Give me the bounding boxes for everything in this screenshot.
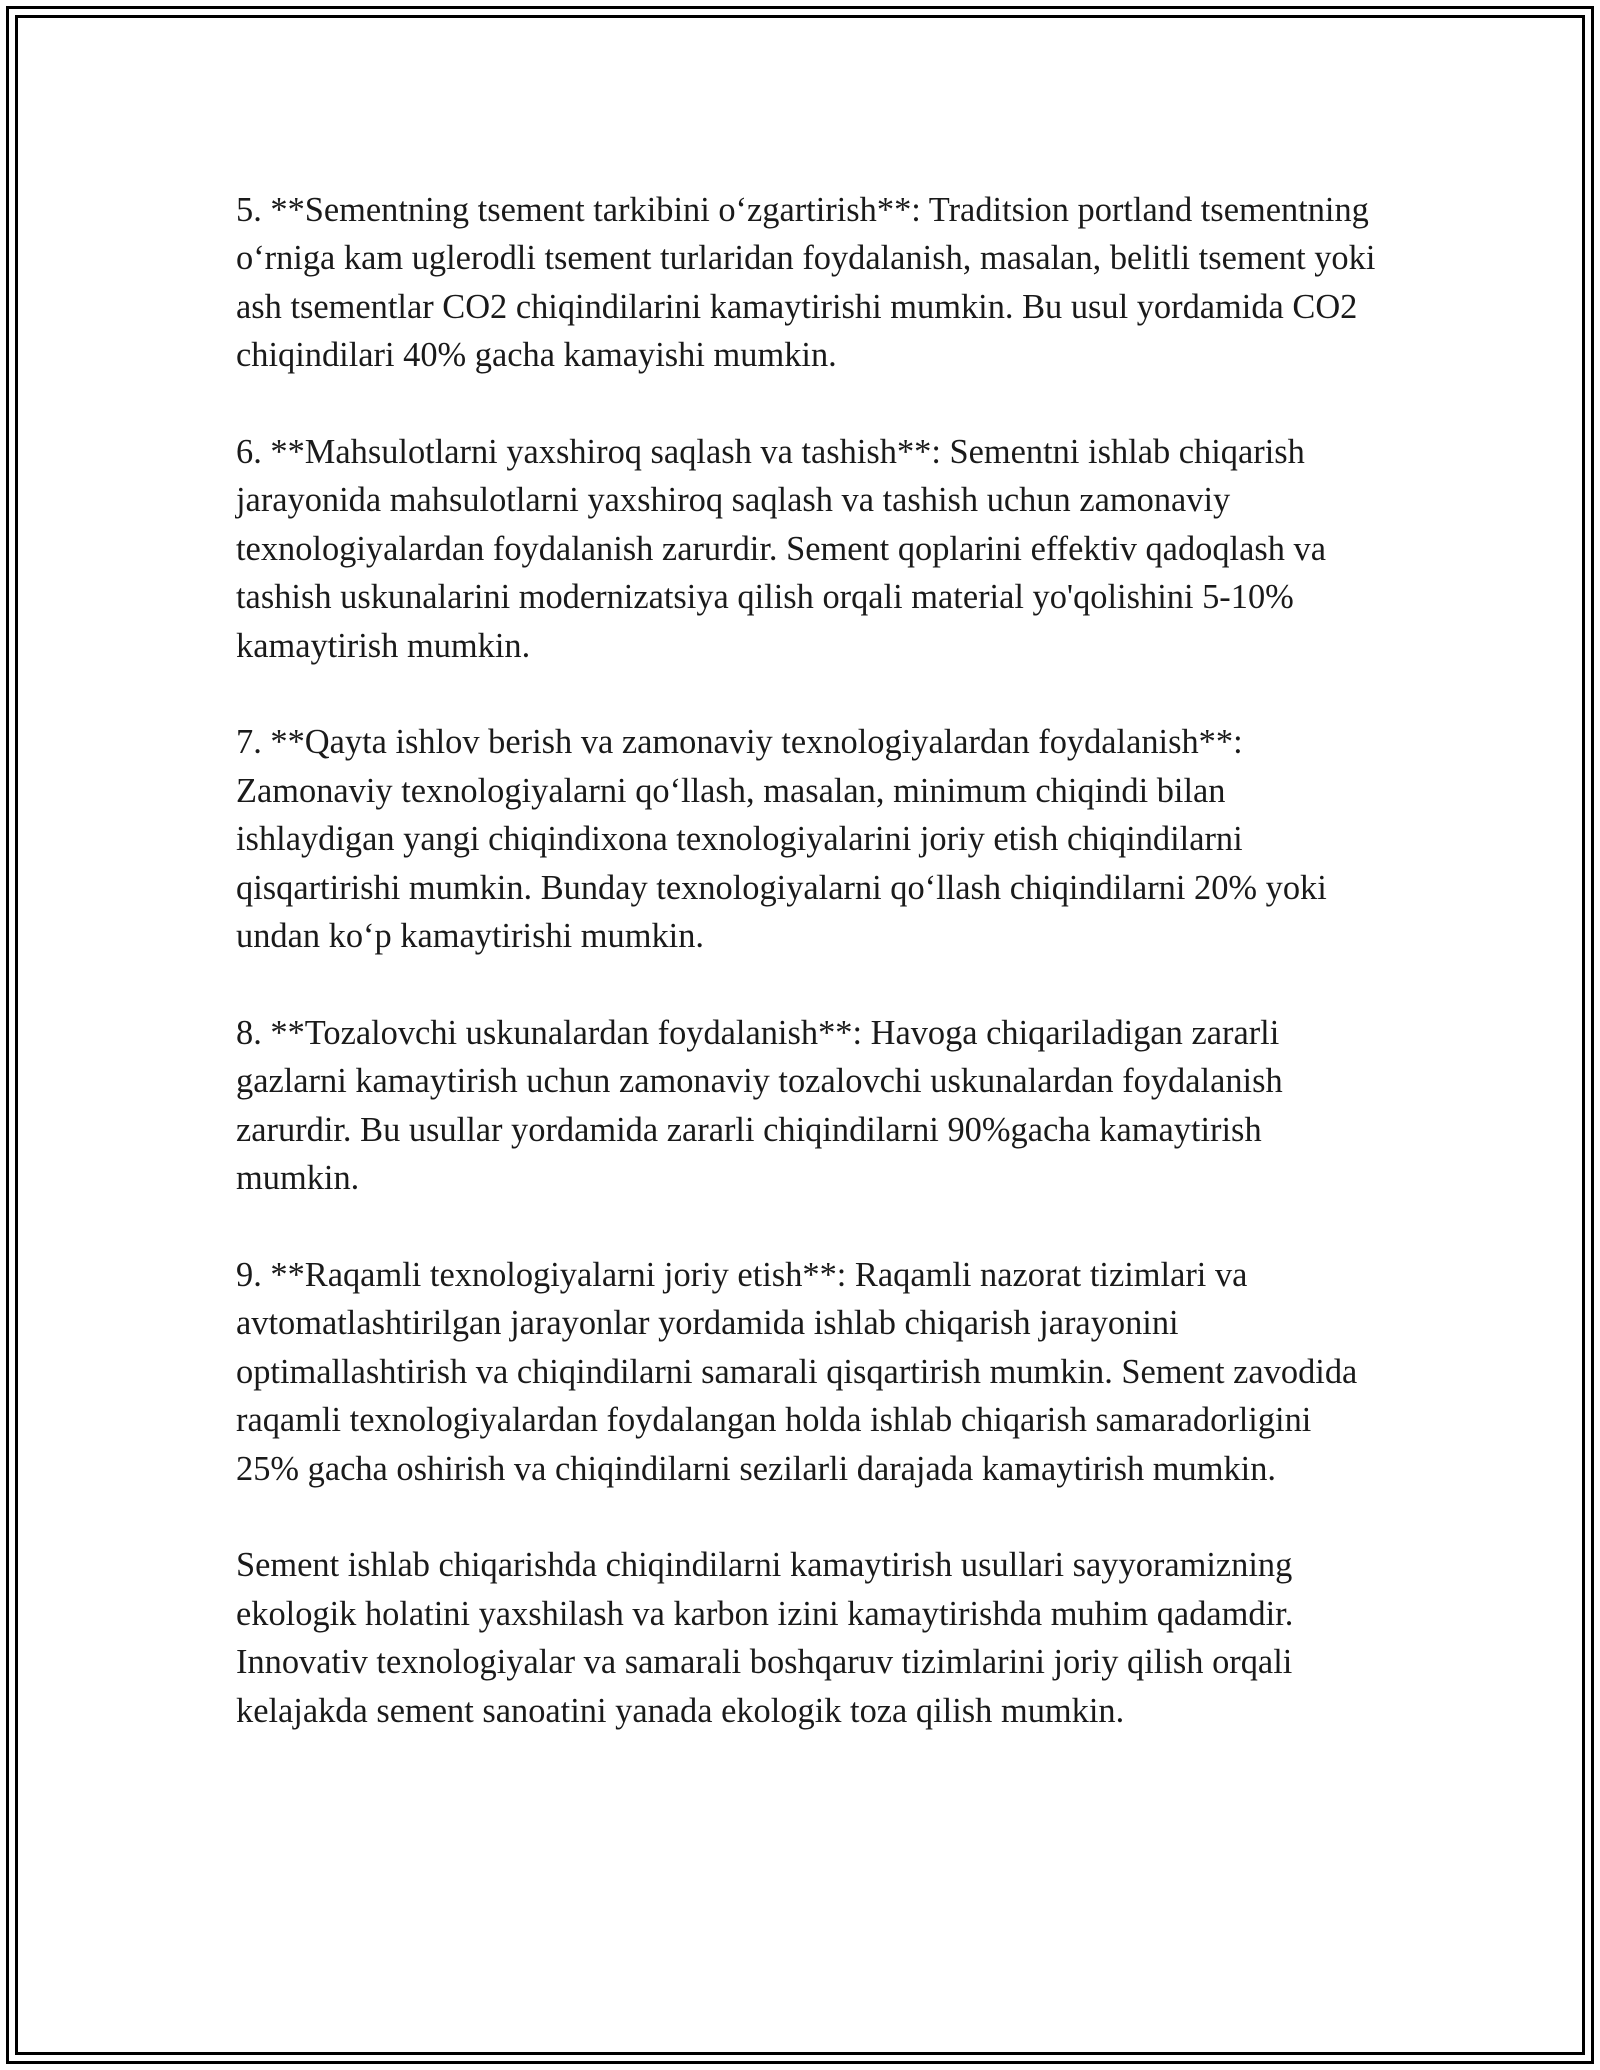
paragraph-item-7: 7. **Qayta ishlov berish va zamonaviy texnologiyalardan foydalanish**: Zamonaviy texnologiyalarni qo‘llash, masalan, minimum chiqindi bilan ishlaydigan yangi chiqindixona texnologiyalarini joriy etish chiqindilarni qisqartirishi mumkin. Bunday texnologiyalarni qo‘llash chiqindilarni 20% yoki undan ko‘p kamaytirishi mumkin. (236, 723, 1327, 956)
paragraph-item-6: 6. **Mahsulotlarni yaxshiroq saqlash va tashish**: Sementni ishlab chiqarish jarayonida mahsulotlarni yaxshiroq saqlash va tashish uchun zamonaviy texnologiyalardan foydalanish zarurdir. Sement qoplarini effektiv qadoqlash va tashish uskunalarini modernizatsiya qilish orqali material yo'qolishini 5-10% kamaytirish mumkin. (236, 433, 1326, 665)
conclusion-paragraph: Sement ishlab chiqarishda chiqindilarni kamaytirish usullari sayyoramizning ekologik holatini yaxshilash va karbon izini kamaytirishda muhim qadamdir. Innovativ texnologiyalar va samarali boshqaruv tizimlarini joriy qilish orqali kelajakda sement sanoatini yanada ekologik toza qilish mumkin. (236, 1546, 1294, 1730)
paragraph-item-8: 8. **Tozalovchi uskunalardan foydalanish**: Havoga chiqariladigan zararli gazlarni kamaytirish uchun zamonaviy tozalovchi uskunalardan foydalanish zarurdir. Bu usullar yordamida zararli chiqindilarni 90%gacha kamaytirish mumkin. (236, 1013, 1283, 1198)
paragraph-item-5: 5. **Sementning tsement tarkibini o‘zgartirish**: Traditsion portland tsementning o‘rniga kam uglerodli tsement turlaridan foydalanish, masalan, belitli tsement yoki ash tsementlar CO2 chiqindilarini kamaytirishi mumkin. Bu usul yordamida CO2 chiqindilari 40% gacha kamayishi mumkin. (236, 191, 1376, 375)
paragraph-item-9: 9. **Raqamli texnologiyalarni joriy etish**: Raqamli nazorat tizimlari va avtomatlashtirilgan jarayonlar yordamida ishlab chiqarish jarayonini optimallashtirish va chiqindilarni samarali qisqartirish mumkin. Sement zavodida raqamli texnologiyalardan foydalangan holda ishlab chiqarish samaradorligini 25% gacha oshirish va chiqindilarni sezilarli darajada kamaytirish mumkin. (236, 1255, 1358, 1488)
document-body (236, 186, 1376, 1735)
